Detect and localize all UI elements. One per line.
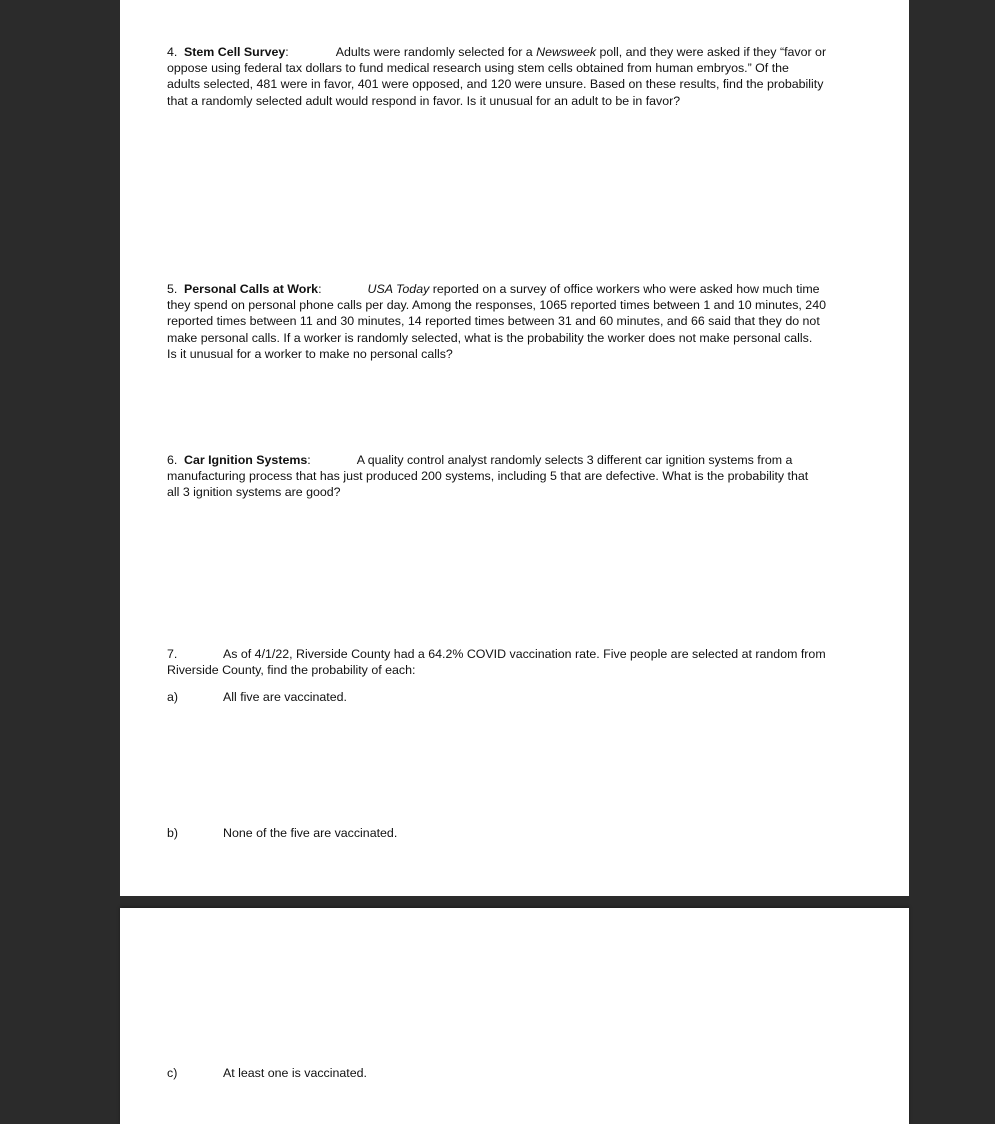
question-4-line-1: [167, 44, 826, 60]
question-5-line-2: they spend on personal phone calls per day. Among the responses, 1065 reported times between 1 and 10 minutes, 240: [167, 298, 826, 313]
question-4-line-4: that a randomly selected adult would respond in favor. Is it unusual for an adult to be in favor?: [167, 93, 681, 108]
question-5-line-3: reported times between 11 and 30 minutes, 14 reported times between 31 and 60 minutes, and 66 said that they do not: [167, 314, 820, 329]
question-7-part-c-label: c): [167, 1066, 178, 1080]
question-7-part-b-label: b): [167, 826, 179, 840]
question-6-number: 6.: [167, 453, 178, 467]
question-6-text-b: A quality control analyst randomly selects 3 different car ignition systems from a: [356, 453, 793, 467]
question-7-number: 7.: [167, 647, 178, 661]
question-7-part-b: [167, 825, 397, 841]
question-5: [167, 281, 826, 362]
question-4-text-b: poll, and they were asked if they “favor or: [596, 45, 827, 59]
document-page-1: [120, 0, 909, 896]
question-5-line-4: make personal calls. If a worker is randomly selected, what is the probability the worker does not make personal calls.: [167, 330, 813, 345]
question-7-part-b-text: None of the five are vaccinated.: [223, 826, 398, 840]
question-4: [167, 44, 826, 109]
question-6: [167, 452, 808, 501]
question-5-line-5: Is it unusual for a worker to make no personal calls?: [167, 346, 453, 361]
question-7-part-c-text: At least one is vaccinated.: [223, 1066, 367, 1080]
question-4-number: 4.: [167, 45, 178, 59]
question-7-line-2: Riverside County, find the probability of each:: [167, 663, 416, 678]
question-7-part-a-text: All five are vaccinated.: [223, 690, 347, 704]
question-4-text-a: Adults were randomly selected for a: [335, 45, 537, 59]
question-5-title: Personal Calls at Work: [184, 282, 319, 296]
question-6-line-3: all 3 ignition systems are good?: [167, 485, 341, 500]
question-5-line-1: [167, 281, 826, 297]
question-7-part-a: [167, 689, 347, 705]
question-4-line-3: adults selected, 481 were in favor, 401 were opposed, and 120 were unsure. Based on these results, find the probability: [167, 77, 824, 92]
question-7-part-a-label: a): [167, 690, 179, 704]
question-7: [167, 646, 826, 678]
question-6-line-1: [167, 452, 808, 468]
question-7-part-c: [167, 1065, 367, 1081]
question-5-colon: :: [318, 282, 322, 296]
question-4-title: Stem Cell Survey: [184, 45, 286, 59]
question-5-source: USA Today: [367, 282, 430, 296]
question-7-line-1: [167, 646, 826, 662]
question-4-colon: :: [285, 45, 289, 59]
question-5-number: 5.: [167, 282, 178, 296]
question-7-text-a: As of 4/1/22, Riverside County had a 64.2% COVID vaccination rate. Five people are selected at random from: [223, 647, 826, 661]
question-5-text-b: reported on a survey of office workers who were asked how much time: [429, 282, 820, 296]
question-4-source: Newsweek: [536, 45, 597, 59]
question-4-line-2: oppose using federal tax dollars to fund medical research using stem cells obtained from human embryos.” Of the: [167, 61, 789, 76]
question-6-line-2: manufacturing process that has just produced 200 systems, including 5 that are defective. What is the probability that: [167, 469, 809, 484]
question-6-colon: :: [307, 453, 311, 467]
question-6-title: Car Ignition Systems: [184, 453, 308, 467]
document-page-2: [120, 908, 909, 1124]
